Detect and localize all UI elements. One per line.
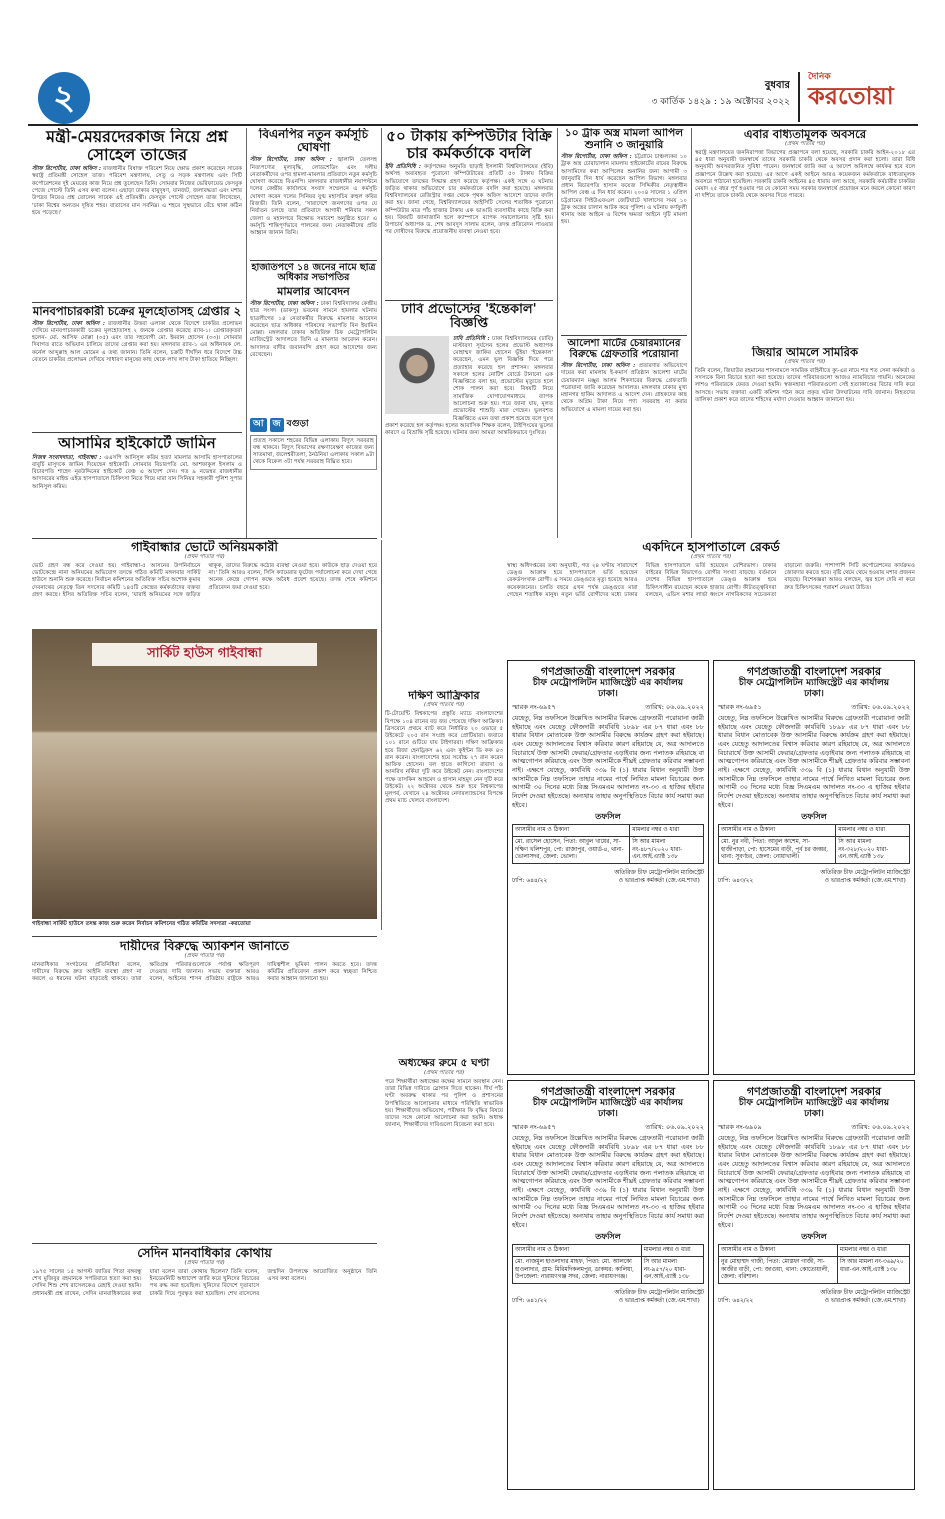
- notice-schedule-title: তফসিল: [595, 812, 621, 822]
- article-body: স্বরাষ্ট্র মন্ত্রণালয়ের জননিরাপত্তা বিভাগের প্রজ্ঞাপনে বলা হয়েছে, সরকারি চাকরি আইন-২০১৮ এর ৪৫ ধারা অনুযায়ী জনস্বার্থে তাদের সরকারি চাকরি থেকে অবসর প্রদান করা হলো। তারা বিধি অনুযায়ী অবসরজনিত সুবিধা পাবেন। জনস্বার্থে জারি করা এ আদেশ অবিলম্বে কার্যকর হবে বলে প্রজ্ঞাপনে উল্লেখ করা হয়েছে। এর আগে একই আইনে আরও কয়েকজন কর্মকর্তাকে বাধ্যতামূলক অবসরে পাঠানো হয়েছিল। সরকারি চাকরি আইনের ৪৫ ধারায় বলা আছে, সরকারি কর্মচারীর চাকরির মেয়াদ ২৫ বছর পূর্ণ হওয়ার পর যে কোনো সময় সরকার জনস্বার্থে প্রয়োজন মনে করলে কোনো কারণ না দর্শিয়ে তাকে চাকরি থেকে অবসর দিতে পারবে।: [695, 149, 915, 200]
- notice-footer: [718, 870, 910, 885]
- notice-code: ঢাপি: ৬৪১/২২: [512, 1297, 548, 1304]
- photo-caption: [32, 921, 377, 928]
- notice-ref: [718, 703, 910, 711]
- notice-body: যেহেতু, নিম্ন তফসিলে উল্লেখিত আসামীর বিরুদ্ধে গ্রেফতারী পরোয়ানা জারী হইয়াছে এবং যেহেতু ফৌজদারী কার্যবিধি ১৮৯৮ এর ৮৭ ধারা এবং ৮৮ ধারার বিধান মোতাবেক উক্ত আসামীর বিরুদ্ধে কার্যক্রম গ্রহণ করা হইয়াছে। এবং যেহেতু আদালতের বিশ্বাস করিবার কারণ রহিয়াছে যে, অত্র আদালতে বিচারার্থে উক্ত আসামী ফেরার/গ্রেফতার এড়াইবার জন্য পলাতক রহিয়াছে বা আত্মগোপন করিয়াছে এবং উক্ত আসামীকে শীঘ্রই গ্রেফতার করিবার সম্ভাবনা নাই। এক্ষণে যেহেতু, কার্যবিধি ৩৩৯ বি (১) ধারার বিধান অনুযায়ী উক্ত আসামীকে নিম্ন তফসিলে তাহার নামের পার্শ্বে লিখিত মামলা বিচারের জন্য আগামী ৩০ দিনের মধ্যে বিজ্ঞ সিএমএম আদালত নং-৩৩ এ হাজির হইবার নির্দেশ দেওয়া হইতেছে। অন্যথায় তাহার অনুপস্থিতিতে বিচার কার্য সমাধা করা হইবে।: [512, 1134, 704, 1229]
- signature-title: অতিরিক্ত চীফ মেট্রোপলিটন ম্যাজিস্ট্রেট: [614, 1290, 704, 1297]
- headline: এবার বাধ্যতামূলক অবসরে: [743, 128, 867, 141]
- headline: মানবপাচারকারী চক্রের মূলহোতাসহ গ্রেপ্তার ২: [32, 305, 242, 318]
- divider: [250, 260, 377, 261]
- notice-signature: [820, 1290, 910, 1305]
- table-row: [513, 1257, 704, 1284]
- notice-signature: [614, 870, 704, 885]
- header-date-block: [540, 80, 790, 120]
- headline: ১০ ট্রাক অস্ত্র মামলা আপিল শুনানি ৩ জানুয়ারি: [564, 128, 684, 151]
- divider: [32, 538, 377, 539]
- notice-government: গণপ্রজাতন্ত্রী বাংলাদেশ সরকার: [540, 665, 676, 678]
- divider: [32, 432, 242, 433]
- table-header: আসামীর নাম ও ঠিকানা: [513, 1244, 642, 1256]
- article-body: [32, 166, 242, 217]
- article-body: [385, 164, 553, 237]
- notice-date: তারিখ: ০৬.০৯.২০২২: [851, 702, 910, 711]
- byline: স্টাফ রিপোর্টার, ঢাকা অফিস :: [250, 157, 332, 164]
- headline: সেদিন মানবাধিকার কোথায়: [137, 1246, 272, 1260]
- headline: হাজতিপণে ১৪ জনের নামে ছাত্র অধিকার সভাপতির: [251, 263, 376, 284]
- byline: স্টাফ রিপোর্টার, ঢাকা অফিস :: [32, 320, 105, 327]
- page-number: ২: [52, 78, 76, 118]
- masthead: [798, 72, 916, 122]
- table-header-row: [513, 824, 704, 836]
- byline: নিজস্ব সংবাদদাতা, গাইবান্ধা :: [32, 454, 102, 461]
- article-body: পরে শিক্ষার্থীরা অধ্যক্ষের কক্ষের সামনে অবস্থান নেন। তারা বিভিন্ন দাবিতে স্লোগান দিতে থাকেন। দীর্ঘ পাঁচ ঘণ্টা অবরুদ্ধ থাকার পর পুলিশ ও প্রশাসনের উপস্থিতিতে আলোচনার মাধ্যমে পরিস্থিতি স্বাভাবিক হয়। শিক্ষার্থীদের অভিযোগ, পরীক্ষার ফি বৃদ্ধির বিষয়ে তাদের সঙ্গে কোনো আলোচনা করা হয়নি। অধ্যক্ষ জানান, শিক্ষার্থীদের দাবিগুলো বিবেচনা করা হবে।: [385, 1078, 503, 1129]
- headline: মন্ত্রী-মেয়রদেরকাজ নিয়ে প্রশ্ন সোহেল তাজের: [46, 128, 228, 164]
- accused-cell: নুর মোহাম্মদ গাজী, পিতা: মোস্তফা গাজী, সা-কাজীর বাড়ী, পো: জাগুয়া, থানা: কোতোয়ালী, জেলা: বরিশাল।: [719, 1257, 838, 1284]
- headline: আলেশা মার্টের চেয়ারম্যানের বিরুদ্ধে গ্রেফতারি পরোয়ানা: [567, 338, 681, 360]
- table-header: আসামীর নাম ও ঠিকানা: [719, 824, 836, 836]
- brief-bogura: [250, 418, 377, 533]
- notice-date: তারিখ: ০৬.০৯.২০২২: [645, 1122, 704, 1131]
- article-alesha-mart: [561, 338, 687, 535]
- article-body: [561, 363, 687, 414]
- divider: [385, 300, 553, 301]
- headline: আসামির হাইকোর্টে জামিন: [58, 435, 216, 452]
- byline: স্টাফ রিপোর্টার, ঢাকা অফিস :: [561, 154, 632, 161]
- header-rule: [28, 124, 918, 126]
- masthead-title: করতোয়া: [808, 81, 894, 110]
- continued-label: (প্রথম পাতার পর): [784, 140, 825, 147]
- notice-schedule-table: [718, 1244, 910, 1285]
- header-day: বুধবার: [764, 80, 790, 91]
- notice-office: চীফ মেট্রোপলিটন ম্যাজিস্ট্রেট এর কার্যালয়: [532, 678, 684, 689]
- gaibandha-photo: [32, 629, 377, 919]
- table-header: আসামীর নাম ও ঠিকানা: [719, 1244, 838, 1256]
- notice-body: যেহেতু, নিম্ন তফসিলে উল্লেখিত আসামীর বিরুদ্ধে গ্রেফতারী পরোয়ানা জারী হইয়াছে এবং যেহেতু ফৌজদারী কার্যবিধি ১৮৯৮ এর ৮৭ ধারা এবং ৮৮ ধারার বিধান মোতাবেক উক্ত আসামীর বিরুদ্ধে কার্যক্রম গ্রহণ করা হইয়াছে। এবং যেহেতু আদালতের বিশ্বাস করিবার কারণ রহিয়াছে যে, অত্র আদালতে বিচারার্থে উক্ত আসামী ফেরার/গ্রেফতার এড়াইবার জন্য পলাতক রহিয়াছে বা আত্মগোপন করিয়াছে এবং উক্ত আসামীকে শীঘ্রই গ্রেফতার করিবার সম্ভাবনা নাই। এক্ষণে যেহেতু, কার্যবিধি ৩৩৯ বি (১) ধারার বিধান অনুযায়ী উক্ত আসামীকে নিম্ন তফসিলে তাহার নামের পার্শ্বে লিখিত মামলা বিচারের জন্য আগামী ৩০ দিনের মধ্যে বিজ্ঞ সিএমএম আদালত নং-৩৩ এ হাজির হইবার নির্দেশ দেওয়া হইতেছে। অন্যথায় তাহার অনুপস্থিতিতে বিচার কার্য সমাধা করা হইবে।: [718, 714, 910, 809]
- column-rule: [691, 128, 692, 538]
- body-text: চট্টগ্রামে চাঞ্চল্যকর ১০ ট্রাক অস্ত্র চোরাচালান মামলায় হাইকোর্টের রায়ের বিরুদ্ধে আসামিদের করা আপিলের শুনানির জন্য আগামী ৩ জানুয়ারি দিন ধার্য করেছেন আপিল বিভাগ। মঙ্গলবার প্রধান বিচারপতি হাসান ফয়েজ সিদ্দিকীর নেতৃত্বাধীন আপিল বেঞ্চ এ দিন ধার্য করেন। ২০০৪ সালের ১ এপ্রিল চট্টগ্রামের সিইউএফএল জেটিঘাটে খালাসের সময় ১০ ট্রাক অস্ত্রের চালান আটক করে পুলিশ। এ ঘটনায় কর্ণফুলী থানায় অস্ত্র আইনে ও বিশেষ ক্ষমতা আইনে দুটি মামলা হয়।: [561, 154, 687, 226]
- brief-tag-left: আ: [250, 418, 267, 432]
- brief-tag: [250, 418, 377, 432]
- continued-label: (প্রথম পাতার পর): [423, 1069, 464, 1076]
- continued-label: (প্রথম পাতার পর): [690, 553, 731, 560]
- article-body: ১৯৭৫ সালের ১৫ আগস্ট জাতির পিতা বঙ্গবন্ধু শেখ মুজিবুর রহমানকে সপরিবারে হত্যা করা হয়। সেদিন শিশু শেখ রাসেলকেও রেহাই দেওয়া হয়নি। প্রধানমন্ত্রী প্রশ্ন রাখেন, সেদিন মানবাধিকারের কথা যারা বলেন তারা কোথায় ছিলেন? তিনি বলেন, ইনডেমনিটি অধ্যাদেশ জারি করে খুনিদের বিচারের পথ রুদ্ধ করা হয়েছিল। খুনিদের বিদেশে দূতাবাসে চাকরি দিয়ে পুরস্কৃত করা হয়েছিল। শেখ রাসেলের জন্মদিন উপলক্ষে আয়োজিত অনুষ্ঠানে তিনি এসব কথা বলেন।: [32, 1268, 377, 1297]
- table-header-row: [719, 1244, 910, 1256]
- signature-title: অতিরিক্ত চীফ মেট্রোপলিটন ম্যাজিস্ট্রেট: [820, 1290, 910, 1297]
- continued-label: (প্রথম পাতার পর): [184, 553, 225, 560]
- continued-label: (প্রথম পাতার পর): [423, 702, 464, 709]
- body-text: রাজধানীর উত্তরা এলাকা থেকে বিদেশে চাকরির প্রলোভন দেখিয়ে মানবপাচারকারী চক্রের মূলহোতাসহ ২ জনকে গ্রেপ্তার করেছে র‌্যাব-১। গ্রেপ্তারকৃতরা হলেন- মো. আসিফ মোল্লা (৩৫) এবং তার সহযোগী মো. ইমরান হোসেন (৩৩)। সোমবার দিবাগত রাতে অভিযান চালিয়ে তাদের গ্রেপ্তার করা হয়। মঙ্গলবার র‌্যাব-১ এর অধিনায়ক লে. কর্নেল আব্দুল্লাহ আল মোমেন এ তথ্য জানান। তিনি বলেন, চক্রটি দীর্ঘদিন ধরে বিদেশে উচ্চ বেতনে চাকরির প্রলোভন দেখিয়ে সাধারণ মানুষের কাছ থেকে লাখ লাখ টাকা হাতিয়ে নিচ্ছিল।: [32, 320, 242, 363]
- court-notice-2: [713, 660, 915, 1075]
- divider: [32, 302, 242, 303]
- provost-photo: [385, 336, 449, 414]
- article-highcourt-bail: [32, 435, 242, 535]
- divider: [32, 936, 377, 937]
- notice-signature: [820, 870, 910, 885]
- notice-memo: স্মারক নং-৬৯০৯: [718, 1122, 762, 1131]
- body-text: প্রতারণার অভিযোগে দায়ের করা মামলায় ই-কমার্স প্রতিষ্ঠান আলেশা মার্টের চেয়ারম্যান মঞ্জুর আলম শিকদারের বিরুদ্ধে গ্রেফতারি পরোয়ানা জারি করেছেন আদালত। মঙ্গলবার ঢাকার মুখ্য মহানগর হাকিম আদালত এ আদেশ দেন। গ্রাহকদের কাছ থেকে অগ্রিম টাকা নিয়ে পণ্য সরবরাহ না করার অভিযোগে এ মামলা দায়ের করা হয়।: [561, 363, 687, 413]
- signature-office: ও ভারপ্রাপ্ত কর্মকর্তা (জে.এম.শাখা): [618, 1297, 700, 1304]
- body-text: এএসপি আনিসুল করিম হত্যা মামলার আসামি হাসপাতালের বাবুর্চি মাসুদকে জামিন দিয়েছেন হাইকোর্ট। সোমবার বিচারপতি মো. আশফাকুল ইসলাম ও বিচারপতি শাহেদ নূরউদ্দিনের হাইকোর্ট বেঞ্চ এ আদেশ দেন। গত ৯ নভেম্বর রাজধানীর আদাবরের মাইন্ড এইড হাসপাতালে চিকিৎসা নিতে গিয়ে মারা যান সিনিয়র সহকারী পুলিশ সুপার আনিসুল করিম।: [32, 454, 242, 490]
- continued-label: (প্রথম পাতার পর): [184, 952, 225, 959]
- notice-city: ঢাকা।: [804, 1108, 824, 1119]
- notice-office: চীফ মেট্রোপলিটন ম্যাজিস্ট্রেট এর কার্যালয়: [738, 1098, 890, 1109]
- table-header: আসামীর নাম ও ঠিকানা: [513, 824, 630, 836]
- signature-title: অতিরিক্ত চীফ মেট্রোপলিটন ম্যাজিস্ট্রেট: [820, 870, 910, 877]
- body-text: কর্তৃপক্ষের অনুমতি ছাড়াই ইসলামী বিশ্ববিদ্যালয়ের (ইবি) অর্থসহ অব্যবহৃত পুরোনো কম্পিউটারের প্রতিটি ৫০ টাকায় বিক্রির অভিযোগে তদন্তের সিদ্ধান্ত গ্রহণ করেছে কর্তৃপক্ষ। একই সঙ্গে এ ঘটনায় জড়িত থাকার অভিযোগে চার কর্মকর্তাকে বদলি করা হয়েছে। মঙ্গলবার বিশ্ববিদ্যালয়ের রেজিস্ট্রার দপ্তর থেকে পৃথক অফিস আদেশে তাদের বদলি করা হয়। জানা গেছে, বিশ্ববিদ্যালয়ের আইসিটি সেলের শতাধিক পুরোনো কম্পিউটার মাত্র পাঁচ হাজার টাকায় এক ভাঙারি ব্যবসায়ীর কাছে বিক্রি করা হয়। বিষয়টি জানাজানি হলে ক্যাম্পাসে ব্যাপক সমালোচনার সৃষ্টি হয়। উপাচার্য অধ্যাপক ড. শেখ আবদুস সালাম বলেন, তদন্ত প্রতিবেদন পাওয়ার পর দোষীদের বিরুদ্ধে প্রয়োজনীয় ব্যবস্থা নেওয়া হবে।: [385, 164, 553, 236]
- notice-schedule-title: তফসিল: [801, 1232, 827, 1242]
- notice-code: ঢাপি: ৬৪৪/২২: [512, 877, 548, 884]
- notice-office: চীফ মেট্রোপলিটন ম্যাজিস্ট্রেট এর কার্যালয়: [738, 678, 890, 689]
- table-header: মামলার নম্বর ও ধারা: [641, 1244, 703, 1256]
- signature-office: ও ভারপ্রাপ্ত কর্মকর্তা (জে.এম.শাখা): [618, 877, 700, 884]
- masthead-small: দৈনিক: [808, 72, 831, 82]
- column-rule: [381, 128, 382, 538]
- notice-schedule-table: [512, 824, 704, 865]
- table-row: [513, 837, 704, 864]
- notice-date: তারিখ: ০৬.০৯.২০২২: [645, 702, 704, 711]
- notice-city: ঢাকা।: [804, 688, 824, 699]
- divider: [32, 1243, 377, 1244]
- notice-schedule-table: [512, 1244, 704, 1285]
- article-zia-era: [695, 346, 915, 536]
- court-notice-3: [507, 1080, 709, 1490]
- notice-footer: [718, 1290, 910, 1305]
- byline: ইবি প্রতিনিধি :: [385, 164, 421, 170]
- header-date: ৩ কার্তিক ১৪২৯ : ১৯ অক্টোবর ২০২২: [651, 96, 790, 107]
- byline: স্টাফ রিপোর্টার, ঢাকা অফিস :: [32, 166, 101, 173]
- headline: দক্ষিণ আফ্রিকার: [408, 690, 480, 702]
- court-notice-1: [507, 660, 709, 1075]
- case-cell: সি আর মামলা নং-৯৫৭/২০ ধারা-এন.আই.এ্যাক্ট ১৩৮: [641, 1257, 703, 1284]
- notice-memo: স্মারক নং-৬৯৫৭: [512, 702, 556, 711]
- notice-office: চীফ মেট্রোপলিটন ম্যাজিস্ট্রেট এর কার্যালয়: [532, 1098, 684, 1109]
- notice-government: গণপ্রজাতন্ত্রী বাংলাদেশ সরকার: [746, 1085, 882, 1098]
- signature-office: ও ভারপ্রাপ্ত কর্মকর্তা (জে.এম.শাখা): [824, 877, 906, 884]
- case-cell: সি আর মামলা নং-৩৬৯/২০ ধারা-এন.আই.এ্যাক্ট ১৩৮: [837, 1257, 909, 1284]
- caption-credit: -করতোয়া: [228, 920, 251, 927]
- notice-signature: [614, 1290, 704, 1305]
- notice-city: ঢাকা।: [598, 688, 618, 699]
- notice-body: যেহেতু, নিম্ন তফসিলে উল্লেখিত আসামীর বিরুদ্ধে গ্রেফতারী পরোয়ানা জারী হইয়াছে এবং যেহেতু ফৌজদারী কার্যবিধি ১৮৯৮ এর ৮৭ ধারা এবং ৮৮ ধারার বিধান মোতাবেক উক্ত আসামীর বিরুদ্ধে কার্যক্রম গ্রহণ করা হইয়াছে। এবং যেহেতু আদালতের বিশ্বাস করিবার কারণ রহিয়াছে যে, অত্র আদালতে বিচারার্থে উক্ত আসামী ফেরার/গ্রেফতার এড়াইবার জন্য পলাতক রহিয়াছে বা আত্মগোপন করিয়াছে এবং উক্ত আসামীকে শীঘ্রই গ্রেফতার করিবার সম্ভাবনা নাই। এক্ষণে যেহেতু, কার্যবিধি ৩৩৯ বি (১) ধারার বিধান অনুযায়ী উক্ত আসামীকে নিম্ন তফসিলে তাহার নামের পার্শ্বে লিখিত মামলা বিচারের জন্য আগামী ৩০ দিনের মধ্যে বিজ্ঞ সিএমএম আদালত নং-৩৩ এ হাজির হইবার নির্দেশ দেওয়া হইতেছে। অন্যথায় তাহার অনুপস্থিতিতে বিচার কার্য সমাধা করা হইবে।: [512, 714, 704, 809]
- court-notice-4: [713, 1080, 915, 1490]
- caption-text: গাইবান্ধা সার্কিট হাউসে তদন্ত কাজ শুরু করেন নির্বাচন কমিশনের গঠিত কমিটির সদস্যরা: [32, 920, 227, 927]
- continued-label: (প্রথম পাতার পর): [784, 358, 825, 365]
- article-body: টি-টোয়েন্টি বিশ্বকাপের প্রস্তুতি ম্যাচে বাংলাদেশের বিপক্ষে ১০৪ রানের বড় জয় পেয়েছে দক্ষিণ আফ্রিকা। ব্রিসবেনে প্রথমে ব্যাট করে নির্ধারিত ২০ ওভারে ৫ উইকেটে ২০৫ রান সংগ্রহ করে প্রোটিয়ারা। জবাবে ১০১ রানে গুটিয়ে যায় টাইগাররা। দক্ষিণ আফ্রিকার হয়ে রিজা হেনড্রিকস ৬২ এবং কুইন্টন ডি কক ৪৩ রান করেন। বাংলাদেশের হয়ে সর্বোচ্চ ২৭ রান করেন আফিফ হোসেন। বল হাতে কাগিসো রাবাদা ও আনরিখ নর্কিয়া দুটি করে উইকেট নেন। বাংলাদেশের পক্ষে তাসকিন আহমেদ ও হাসান মাহমুদ নেন দুটি করে উইকেট। ২২ অক্টোবর থেকে শুরু হবে বিশ্বকাপের মূলপর্ব, যেখানে ২৪ অক্টোবর নেদারল্যান্ডসের বিপক্ষে প্রথম ম্যাচ খেলবে বাংলাদেশ।: [385, 711, 503, 805]
- body-text: জ্বালানি তেলসহ নিত্যপণ্যের মূল্যবৃদ্ধি, লোডশেডিং এবং দলীয় নেতাকর্মীদের ওপর হামলা-মামলার প্রতিবাদে নতুন কর্মসূচি ঘোষণা করেছে বিএনপি। মঙ্গলবার রাজধানীর নয়াপল্টনে দলের কেন্দ্রীয় কার্যালয়ে সংবাদ সম্মেলনে এ কর্মসূচি ঘোষণা করেন দলের সিনিয়র যুগ্ম মহাসচিব রুহুল কবির রিজভী। তিনি বলেন, 'সারাদেশে জনগণের ওপর যে নির্যাতন চলছে তার প্রতিবাদে আগামী শনিবার সকল জেলা ও মহানগরে বিক্ষোভ সমাবেশ অনুষ্ঠিত হবে।' এ কর্মসূচি শান্তিপূর্ণভাবে পালনের জন্য নেতাকর্মীদের প্রতি আহ্বান জানান তিনি।: [250, 157, 377, 237]
- article-body: স্বাস্থ্য অধিদপ্তরের তথ্য অনুযায়ী, গত ২৪ ঘণ্টায় সারাদেশে ডেঙ্গু আক্রান্ত হয়ে হাসপাতালে ভর্তি হয়েছেন রেকর্ডসংখ্যক রোগী। এ সময়ে ডেঙ্গুতে মৃত্যু হয়েছে আরও কয়েকজনের। চলতি বছরে এখন পর্যন্ত ডেঙ্গুতে মারা গেছেন শতাধিক মানুষ। নতুন ভর্তি রোগীদের মধ্যে ঢাকার বিভিন্ন হাসপাতালে ভর্তি হয়েছেন বেশিরভাগ। ঢাকার বাইরের বিভিন্ন বিভাগেও রোগীর সংখ্যা বাড়ছে। বর্তমানে দেশের বিভিন্ন হাসপাতালে ডেঙ্গু আক্রান্ত হয়ে চিকিৎসাধীন রয়েছেন কয়েক হাজার রোগী। কীটতত্ত্ববিদরা বলছেন, এডিস মশার লার্ভা ধ্বংসে নাগরিকদের সচেতনতা বাড়ানো জরুরি। পাশাপাশি সিটি কর্পোরেশনের কার্যক্রমও জোরদার করতে হবে। বৃষ্টি থেমে থেমে হওয়ায় মশার প্রজনন বাড়ছে। বিশেষজ্ঞরা আরও বলছেন, জ্বর হলে দেরি না করে দ্রুত চিকিৎসকের পরামর্শ নেওয়া উচিত।: [507, 562, 915, 598]
- table-header: মামলার নম্বর ও ধারা: [630, 824, 704, 836]
- notice-schedule-table: [718, 824, 910, 865]
- table-row: [719, 837, 910, 864]
- notice-date: তারিখ: ০৬.০৯.২০২২: [851, 1122, 910, 1131]
- brief-text: প্রত্যহ সকালে শহরের বিভিন্ন এলাকায় বিদ্যুৎ সরবরাহ বন্ধ থাকবে। বিদ্যুৎ বিভাগের রক্ষণাবেক্ষণ কাজের জন্য সাতমাথা, জলেশ্বরীতলা, ঠনঠনিয়া এলাকায় সকাল ৯টা থেকে বিকেল ৩টা পর্যন্ত সরবরাহ বিঘ্নিত হবে।: [250, 435, 377, 470]
- article-body: মানবাধিকার সংগঠনের প্রতিনিধিরা বলেন, দায়ীদের বিরুদ্ধে দ্রুত আইনি ব্যবস্থা গ্রহণ না করলে এ ধরনের ঘটনা বাড়তেই থাকবে। তারা ক্ষতিগ্রস্ত পরিবারগুলোকে পর্যাপ্ত ক্ষতিপূরণ দেওয়ার দাবি জানান। সভায় বক্তারা আরও বলেন, আইনের শাসন প্রতিষ্ঠায় রাষ্ট্রকে আরও দায়িত্বশীল ভূমিকা পালন করতে হবে। তদন্ত কমিটির প্রতিবেদন প্রকাশ করে স্বচ্ছতা নিশ্চিত করার আহ্বান জানানো হয়।: [32, 961, 377, 983]
- notice-footer: [512, 1290, 704, 1305]
- table-header: মামলার নম্বর ও ধারা: [837, 1244, 909, 1256]
- column-rule: [381, 540, 382, 930]
- notice-ref: [512, 1123, 704, 1131]
- article-forced-retirement: [695, 128, 915, 343]
- article-south-africa: [385, 690, 503, 910]
- headline: ৫০ টাকায় কম্পিউটার বিক্রি চার কর্মকর্তাকে বদলি: [386, 128, 552, 162]
- accused-cell: মো. নাজমুল হাওলাদার মাহফ, পিতা: মো. আলকো হাওলাদার, গ্রাম: মিরিমদিকলমপুর, ডাকঘর: কালিয়া, উপজেলা: নারায়ণগঞ্জ সদর, জেলা: নারায়ণগঞ্জ।: [513, 1257, 642, 1284]
- byline: স্টাফ রিপোর্টার, ঢাকা অফিস :: [561, 363, 636, 369]
- notice-schedule-title: তফসিল: [595, 1232, 621, 1242]
- article-human-rights: [32, 1246, 377, 1491]
- headline: জিয়ার আমলে সামরিক: [752, 346, 858, 359]
- photo-sign: সার্কিট হাউস গাইবান্ধা: [92, 643, 317, 666]
- subhead: মামলার আবেদন: [277, 284, 350, 298]
- headline: বিএনপির নতুন কর্মসূচি ঘোষণা: [258, 128, 369, 155]
- article-sohel-taj: [32, 128, 242, 300]
- signature-office: ও ভারপ্রাপ্ত কর্মকর্তা (জে.এম.শাখা): [824, 1297, 906, 1304]
- column-rule: [557, 128, 558, 538]
- page-number-badge: [38, 72, 90, 124]
- article-gaibandha: [32, 540, 377, 935]
- article-body: [561, 154, 687, 227]
- notice-city: ঢাকা।: [598, 1108, 618, 1119]
- article-provost-notice: [385, 303, 553, 535]
- case-cell: সি আর মামলা নং-৩২৮/২০২০ ধারা-এন.আই.এ্যাক্ট ১৩৮: [836, 837, 910, 864]
- table-header-row: [513, 1244, 704, 1256]
- case-cell: সি আর মামলা নং-৪৮৭/২০২০ ধারা-এন.আই.এ্যাক্ট ১৩৮: [630, 837, 704, 864]
- notice-government: গণপ্রজাতন্ত্রী বাংলাদেশ সরকার: [540, 1085, 676, 1098]
- notice-schedule-title: তফসিল: [801, 812, 827, 822]
- table-row: [719, 1257, 910, 1284]
- article-computer-sale: [385, 128, 553, 298]
- notice-memo: স্মারক নং-৬৯৫১: [718, 702, 762, 711]
- continued-label: (প্রথম পাতার পর): [184, 1259, 225, 1266]
- article-principal-room: [385, 1058, 503, 1223]
- headline: অধ্যক্ষের রুমে ৫ ঘণ্টা: [398, 1058, 490, 1069]
- article-action-demand: [32, 939, 377, 1239]
- article-body: ভোট গ্রহণ বন্ধ করে দেওয়া হয়। গাইবান্ধা-৫ আসনের উপনির্বাচনে ভোটকেন্দ্রে নানা অনিয়মের অভিযোগ তদন্তে গঠিত কমিটি মঙ্গলবার সার্কিট হাউসে শুনানি শুরু করেছে। নির্বাচন কমিশনের অতিরিক্ত সচিব অশোক কুমার দেবনাথের নেতৃত্বে তিন সদস্যের কমিটি ১৪৫টি কেন্দ্রের কর্মকর্তাদের বক্তব্য গ্রহণ করছে। ইসির অতিরিক্ত সচিব বলেন, 'যারাই অনিয়মের সঙ্গে জড়িত থাকুক, তাদের বিরুদ্ধে কঠোর ব্যবস্থা নেওয়া হবে। কাউকে ছাড় দেওয়া হবে না।' তিনি আরও বলেন, সিসি ক্যামেরার ফুটেজ পর্যালোচনা করে দেখা গেছে অনেক কেন্দ্রে গোপন কক্ষে অবৈধ প্রবেশ হয়েছে। তদন্ত শেষে কমিশনে প্রতিবেদন জমা দেওয়া হবে।: [32, 562, 377, 598]
- accused-cell: মো. রাসেল হোসেন, পিতা: আবুল খায়ের, সা-দক্ষিণ খলিশপুর, পো: রাজাপুর, ওয়ার্ড-৪, থানা-ভোলাসদর, জেলা: ভোলা।: [513, 837, 630, 864]
- divider: [561, 335, 687, 336]
- article-body: [250, 157, 377, 237]
- notice-code: ঢাপি: ৬৪৩/২২: [718, 877, 754, 884]
- article-hospital-record: [507, 540, 915, 658]
- column-rule: [246, 128, 247, 538]
- article-bnp-program: [250, 128, 377, 258]
- headline: গাইবান্ধার ভোটে অনিয়মকারী: [131, 540, 278, 554]
- notice-body: যেহেতু, নিম্ন তফসিলে উল্লেখিত আসামীর বিরুদ্ধে গ্রেফতারী পরোয়ানা জারী হইয়াছে এবং যেহেতু ফৌজদারী কার্যবিধি ১৮৯৮ এর ৮৭ ধারা এবং ৮৮ ধারার বিধান মোতাবেক উক্ত আসামীর বিরুদ্ধে কার্যক্রম গ্রহণ করা হইয়াছে। এবং যেহেতু আদালতের বিশ্বাস করিবার কারণ রহিয়াছে যে, অত্র আদালতে বিচারার্থে উক্ত আসামী ফেরার/গ্রেফতার এড়াইবার জন্য পলাতক রহিয়াছে বা আত্মগোপন করিয়াছে এবং উক্ত আসামীকে শীঘ্রই গ্রেফতার করিবার সম্ভাবনা নাই। এক্ষণে যেহেতু, কার্যবিধি ৩৩৯ বি (১) ধারার বিধান অনুযায়ী উক্ত আসামীকে নিম্ন তফসিলে তাহার নামের পার্শ্বে লিখিত মামলা বিচারের জন্য আগামী ৩০ দিনের মধ্যে বিজ্ঞ সিএমএম আদালত নং-৩৩ এ হাজির হইবার নির্দেশ দেওয়া হইতেছে। অন্যথায় তাহার অনুপস্থিতিতে বিচার কার্য সমাধা করা হইবে।: [718, 1134, 910, 1229]
- notice-ref: [718, 1123, 910, 1131]
- article-body: তিনি বলেন, জিয়াউর রহমানের শাসনামলে সামরিক বাহিনীতে ক্যু-এর নামে শত শত সেনা কর্মকর্তা ও সদস্যকে বিনা বিচারে হত্যা করা হয়েছে। তাদের পরিবারগুলো আজও ন্যায়বিচার পায়নি। অনেকের লাশও পরিবারকে ফেরত দেওয়া হয়নি। স্বজনহারা পরিবারগুলো সেই হত্যাকাণ্ডের বিচার দাবি করে আসছে। সভায় বক্তারা একটি কমিশন গঠন করে প্রকৃত ঘটনা উদঘাটনের দাবি জানান। নিহতদের তালিকা প্রকাশ করে তাদের শহিদের মর্যাদা দেওয়ার আহ্বান জানানো হয়।: [695, 367, 915, 403]
- byline: স্টাফ রিপোর্টার, ঢাকা অফিস :: [250, 300, 319, 307]
- headline: ঢাবি প্রভোস্টের 'ইন্তেকাল' বিজ্ঞপ্তি: [401, 303, 537, 332]
- article-student-lawsuit: [250, 263, 377, 415]
- article-body: [32, 455, 242, 491]
- body-text: রাজধানীর বিষাক্ত পরিবেশ নিয়ে ক্ষোভ প্রকাশ করেছেন সাবেক স্বরাষ্ট্র প্রতিমন্ত্রী সোহেল তাজ। পরিবেশ মন্ত্রণালয়, সেতু ও সড়ক মন্ত্রণালয় এবং সিটি কর্পোরেশনের দুই মেয়রের কাজ নিয়ে প্রশ্ন তুলেছেন তিনি। সোমবার নিজের ভেরিফায়েড ফেসবুক পেজে পোস্টে তিনি এসব কথা বলেন। এছাড়া ঢাকার বায়ুদূষণ, যানজট, জলাবদ্ধতা এবং মশার উপদ্রব নিয়েও প্রশ্ন তোলেন সাবেক এই প্রতিমন্ত্রী। ফেসবুক পোস্টে সোহেল তাজ লিখেছেন, 'ঢাকা বিশ্বের অন্যতম দূষিত শহর। বাতাসের মান সর্বনিম্ন। এ শহরে সুস্থভাবে বেঁচে থাকা কঠিন হয়ে পড়েছে।': [32, 166, 242, 216]
- article-body: [250, 301, 377, 359]
- notice-ref: [512, 703, 704, 711]
- article-body: [32, 321, 242, 365]
- notice-memo: স্মারক নং-৬৯৫৭: [512, 1122, 556, 1131]
- headline: একদিনে হাসপাতালে রেকর্ড: [642, 540, 780, 554]
- article-human-trafficking: [32, 305, 242, 430]
- headline: দায়ীদের বিরুদ্ধে অ্যাকশন জানাতে: [120, 939, 289, 953]
- brief-tag-right: জ: [270, 418, 284, 432]
- table-header-row: [719, 824, 910, 836]
- brief-place: বগুড়া: [286, 419, 309, 429]
- signature-title: অতিরিক্ত চীফ মেট্রোপলিটন ম্যাজিস্ট্রেট: [614, 870, 704, 877]
- notice-government: গণপ্রজাতন্ত্রী বাংলাদেশ সরকার: [746, 665, 882, 678]
- accused-cell: মো. নুর নবী, পিতা: আবুল কাশেম, সা-হাজীপাড়া, পো: হাসেমের বাড়ী, পূর্ব চর জব্বর, থানা: সুবর্ণচর, জেলা: নোয়াখালী।: [719, 837, 836, 864]
- notice-footer: [512, 870, 704, 885]
- article-arms-case: [561, 128, 687, 333]
- byline: ঢাবি প্রতিনিধি :: [453, 335, 490, 342]
- table-header: মামলার নম্বর ও ধারা: [836, 824, 910, 836]
- body-text: ঢাকা বিশ্ববিদ্যালয়ের (ঢাবি) মাস্টারদা সূর্যসেন হলের প্রভোস্ট অধ্যাপক মোহাম্মদ জাকির হোসেন ভূঁইয়া 'ইন্তেকাল' করেছেন, এমন ভুল বিজ্ঞপ্তি দিয়ে পরে প্রত্যাহার করেছে হল প্রশাসন। মঙ্গলবার সকালে হলের নোটিশ বোর্ডে টানানো এক বিজ্ঞপ্তিতে বলা হয়, প্রভোস্টের মৃত্যুতে হলে শোক পালন করা হবে। বিষয়টি নিয়ে সামাজিক যোগাযোগমাধ্যমে ব্যাপক আলোচনা শুরু হয়। পরে জানা যায়, মূলত প্রভোস্টের শাশুড়ি মারা গেছেন। ভুলবশত বিজ্ঞপ্তিতে এমন তথ্য প্রকাশ হয়েছে বলে দুঃখ প্রকাশ করেছে হল কর্তৃপক্ষ। হলের আবাসিক শিক্ষক বলেন, টাইপিংয়ের ভুলের কারণে এ বিভ্রান্তি সৃষ্টি হয়েছে। ঘটনার জন্য আমরা আন্তরিকভাবে দুঃখিত।: [385, 335, 553, 437]
- notice-code: ঢাপি: ৬৪২/২২: [718, 1297, 754, 1304]
- body-text: ঢাকা বিশ্ববিদ্যালয় কেন্দ্রীয় ছাত্র সংসদ (ডাকসু) ভবনের সামনে হামলার ঘটনায় ছাত্রলীগের ১৪ নেতাকর্মীর বিরুদ্ধে মামলার আবেদন করেছেন ছাত্র অধিকার পরিষদের সভাপতি বিন ইয়ামিন মোল্লা। মঙ্গলবার ঢাকার অতিরিক্ত চিফ মেট্রোপলিটন ম্যাজিস্ট্রেট আদালতে তিনি এ মামলার আবেদন করেন। আদালত বাদীর জবানবন্দি গ্রহণ করে আদেশের জন্য রেখেছেন।: [250, 300, 377, 358]
